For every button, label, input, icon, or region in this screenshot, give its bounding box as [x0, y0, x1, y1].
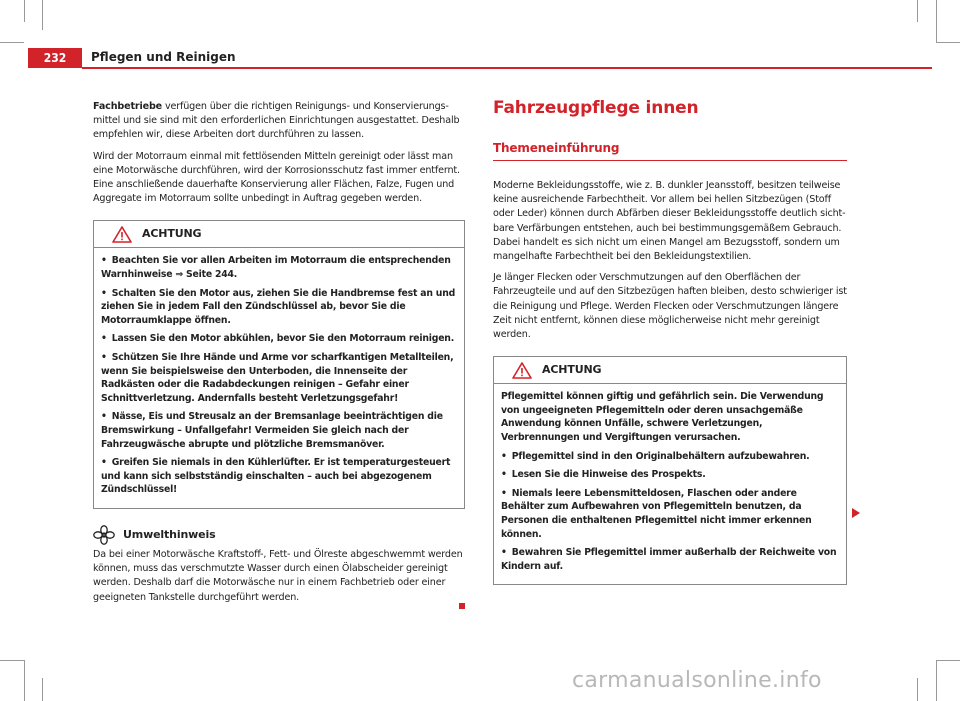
- crop-mark: [42, 678, 43, 701]
- section-heading: Fahrzeugpflege innen: [493, 98, 699, 118]
- end-marker-icon: [459, 603, 465, 609]
- crop-mark: [42, 0, 43, 30]
- warning-header: [94, 221, 464, 248]
- environment-note-text: [93, 548, 465, 605]
- paragraph-text: verfügen über die richtigen Reinigungs- und Konservierungsmittel und sie sind mit den erforderlichen Einrichtungen ausgestattet. Deshalb empfehlen wir, diese Arbeiten dort durchführen zu lassen.: [93, 101, 460, 141]
- warning-title: ACHTUNG: [542, 363, 602, 377]
- warning-item: [501, 468, 839, 482]
- watermark: carmanualsonline.info: [572, 668, 822, 693]
- header-rule: [82, 67, 932, 69]
- warning-item: [501, 487, 839, 541]
- subsection-heading: Themeneinführung: [493, 140, 847, 161]
- flower-icon: [93, 525, 115, 545]
- warning-header: [494, 357, 846, 384]
- paragraph: Moderne Bekleidungsstoffe, wie z. B. dunkler Jeansstoff, besitzen teilweise keine ausreichende Farbechtheit. Vor allem bei hellen Sitzbezügen (Stoff oder Leder) können durch Abfärben dieser Bekleidungsstoffe deutlich sichtbare Verfärbungen entstehen, auch bei bestimmungsgemäßem Gebrauch. Dabei handelt es sich nicht um einen Mangel am Bezugsstoff, sondern um mangelhafte Farbechtheit bei den Bekleidungstextilien.: [493, 180, 846, 263]
- warning-item: [101, 287, 457, 328]
- crop-mark: [0, 660, 24, 661]
- warning-item-text: Bewahren Sie Pflegemittel immer außerhalb der Reichweite von Kindern auf.: [501, 547, 837, 572]
- warning-title: ACHTUNG: [142, 227, 202, 241]
- warning-item: [101, 332, 457, 346]
- bullet: •: [501, 469, 507, 481]
- continue-arrow-icon: [852, 508, 860, 518]
- warning-body: [94, 248, 464, 508]
- bullet: •: [101, 255, 107, 267]
- warning-item: [101, 456, 457, 497]
- bullet: •: [101, 457, 107, 469]
- warning-item: [101, 254, 457, 281]
- warning-item-text: Greifen Sie niemals in den Kühlerlüfter. Er ist temperaturgesteuert und kann sich selbstständig einschalten – auch bei abgezogenem Zündschlüssel!: [101, 457, 451, 496]
- bullet: •: [101, 287, 107, 299]
- page-header-title: Pflegen und Reinigen: [91, 50, 236, 64]
- paragraph: Je länger Flecken oder Verschmutzungen auf den Oberflächen der Fahrzeugteile und auf den Sitzbezügen haften bleiben, desto schwieriger ist die Reinigung und Pflege. Werden Flecken oder Verschmutzungen längere Zeit nicht entfernt, können diese möglicherweise nicht mehr gereinigt werden.: [493, 272, 847, 341]
- crop-mark: [936, 660, 937, 701]
- left-column: [93, 100, 465, 614]
- right-column: [493, 100, 847, 597]
- warning-item: [501, 450, 839, 464]
- warning-item: [101, 351, 457, 405]
- warning-item-text: Lesen Sie die Hinweise des Prospekts.: [511, 469, 706, 481]
- bullet: •: [101, 351, 107, 363]
- warning-item-text: Niemals leere Lebensmitteldosen, Flaschen oder andere Behälter zum Aufbewahren von Pflegemitteln benutzen, da Personen die enthaltenen Pflegemittel nicht immer erkennen können.: [501, 487, 812, 540]
- warning-item-text: Schalten Sie den Motor aus, ziehen Sie die Handbremse fest an und ziehen Sie in jedem Fall den Zündschlüssel ab, bevor Sie die Motorraumklappe öffnen.: [101, 287, 456, 326]
- crop-mark: [917, 0, 918, 22]
- environment-note-title: Umwelthinweis: [123, 527, 216, 541]
- warning-item-text: Nässe, Eis und Streusalz an der Bremsanlage beeinträchtigen die Bremswirkung – Unfallgefahr! Vermeiden Sie gleich nach der Fahrzeugwäsche abrupte und plötzliche Bremsmanöver.: [101, 411, 443, 450]
- warning-body: [494, 384, 846, 584]
- paragraph: Wird der Motorraum einmal mit fettlösenden Mitteln gereinigt oder lässt man eine Motorwäsche durchführen, wird der Korrosionsschutz fast immer entfernt. Eine anschließende dauerhafte Konservierung aller Flächen, Falze, Fugen und Aggregate im Motorraum sollte unbedingt in Auftrag gegeben werden.: [93, 150, 460, 205]
- crop-mark: [24, 660, 25, 701]
- crop-mark: [24, 0, 25, 22]
- warning-box: [93, 220, 465, 509]
- warning-item: [101, 410, 457, 451]
- page-number: 232: [28, 48, 82, 68]
- warning-item-text: Pflegemittel sind in den Originalbehältern aufzubewahren.: [511, 450, 810, 462]
- warning-item-text: Lassen Sie den Motor abkühlen, bevor Sie den Motorraum reinigen.: [111, 333, 455, 345]
- warning-intro: Pflegemittel können giftig und gefährlich sein. Die Verwendung von ungeeigneten Pflegemitteln oder deren unsachgemäße Anwendung können Unfälle, schwere Verletzungen, Verbrennungen und Vergiftungen verursachen.: [501, 391, 824, 444]
- warning-item-text: Schützen Sie Ihre Hände und Arme vor scharfkantigen Metallteilen, wenn Sie beispielsweise den Unterboden, die Innenseite der Radkästen oder die Radabdeckungen reinigen – Gefahr einer Schnittverletzung. Andernfalls besteht Verletzungsgefahr!: [101, 351, 454, 404]
- warning-item: [501, 546, 839, 573]
- crop-mark: [0, 42, 24, 43]
- crop-mark: [936, 42, 960, 43]
- warning-box: [493, 356, 847, 585]
- environment-note-body: Da bei einer Motorwäsche Kraftstoff-, Fett- und Ölreste abgeschwemmt werden können, muss das verschmutzte Wasser durch einen Ölabscheider gereinigt werden. Deshalb darf die Motorwäsche nur in einem Fachbetrieb oder einer geeigneten Tankstelle durchgeführt werden.: [93, 548, 463, 603]
- paragraph: [93, 100, 465, 143]
- warning-item-text: Beachten Sie vor allen Arbeiten im Motorraum die entsprechenden Warnhinweise ⇒ Seite 244.: [101, 255, 451, 281]
- bullet: •: [101, 333, 107, 345]
- warning-triangle-icon: [112, 226, 132, 243]
- bold-term: Fachbetriebe: [93, 101, 163, 112]
- crop-mark: [917, 678, 918, 701]
- crop-mark: [936, 660, 960, 661]
- bullet: •: [101, 411, 107, 423]
- environment-note-header: [93, 525, 465, 545]
- bullet: •: [501, 547, 507, 559]
- bullet: •: [501, 450, 507, 462]
- crop-mark: [936, 0, 937, 42]
- warning-triangle-icon: [512, 362, 532, 379]
- bullet: •: [501, 487, 507, 499]
